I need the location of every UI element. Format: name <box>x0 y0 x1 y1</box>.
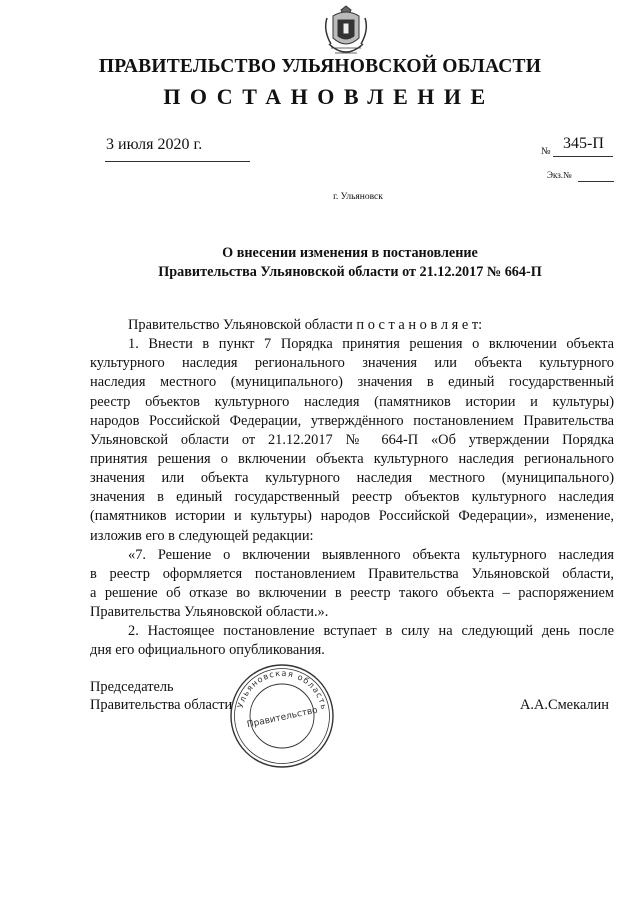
government-title: ПРАВИТЕЛЬСТВО УЛЬЯНОВСКОЙ ОБЛАСТИ <box>98 56 542 77</box>
body-line: а решение об отказе во включении в реестр такого объекта – распоряжением <box>90 584 614 601</box>
number-prefix: № <box>541 146 551 157</box>
official-stamp <box>228 662 336 770</box>
body-line: Ульяновской области от 21.12.2017 № 664-П «Об утверждении Порядка <box>90 431 614 448</box>
body-line: Правительство Ульяновской области п о с т а н о в л я е т: <box>128 317 483 333</box>
stamp-ring-text: Ульяновская область <box>234 667 330 712</box>
signatory-position: Председатель <box>90 679 174 695</box>
body-line: 1. Внести в пункт 7 Порядка принятия решения о включении объекта <box>128 336 614 353</box>
number-underline <box>553 156 613 157</box>
body-line: изложив его в следующей редакции: <box>90 527 314 544</box>
document-type: ПОСТАНОВЛЕНИЕ <box>163 84 495 109</box>
stamp-center-text: Правительство <box>246 705 319 731</box>
body-line: принятия решения о включении объекта культурного наследия регионального <box>90 450 614 467</box>
body-line: Правительства Ульяновской области.». <box>90 604 329 621</box>
body-line: реестр объектов культурного наследия (памятников истории и культуры) <box>90 393 614 410</box>
body-line: в реестр оформляется постановлением Правительства Ульяновской области, <box>90 565 614 582</box>
document-body <box>90 316 614 661</box>
copy-number-underline <box>578 181 614 182</box>
copy-number-label: Экз.№ <box>547 170 572 180</box>
body-line: наследия местного (муниципального) значения в единый государственный <box>90 374 614 391</box>
document-date: 3 июля 2020 г. <box>106 136 203 153</box>
document-number: 345-П <box>563 135 604 152</box>
subject-line: О внесении изменения в постановление <box>222 245 478 261</box>
body-line: 2. Настоящее постановление вступает в силу на следующий день после <box>128 623 614 640</box>
coat-of-arms-icon <box>321 4 371 62</box>
body-line: (памятников истории и культуры) народов Российской Федерации», изменение, <box>90 508 614 525</box>
body-line: значения в единый государственный реестр объектов культурного наследия <box>90 489 614 506</box>
document-subject <box>0 244 640 282</box>
body-line: культурного наследия регионального значения или объекта культурного <box>90 355 614 372</box>
body-line: «7. Решение о включении выявленного объекта культурного наследия <box>128 546 614 563</box>
svg-text:Ульяновская область <box>235 668 330 711</box>
subject-line: Правительства Ульяновской области от 21.12.2017 № 664-П <box>158 264 542 280</box>
body-line: значения или объекта культурного наследия местного (муниципального) <box>90 470 614 487</box>
signatory-position: Правительства области <box>90 697 233 713</box>
signatory-name: А.А.Смекалин <box>520 697 609 713</box>
city: г. Ульяновск <box>333 192 383 202</box>
body-line: дня его официального опубликования. <box>90 642 325 659</box>
body-line: народов Российской Федерации, утверждённого постановлением Правительства <box>90 412 614 429</box>
date-underline <box>105 161 250 162</box>
